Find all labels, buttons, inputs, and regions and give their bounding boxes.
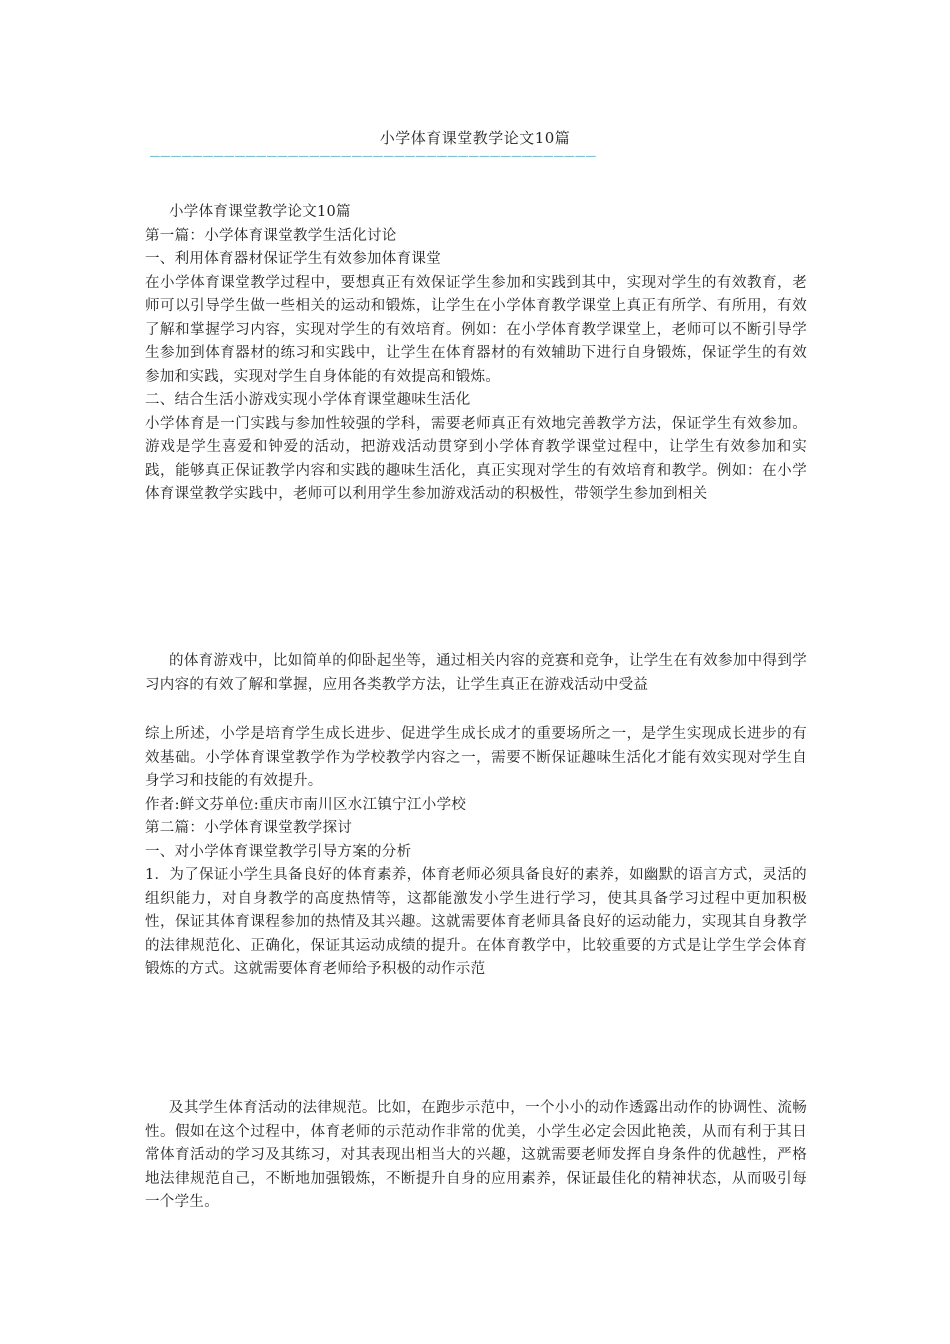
part1-paragraph-2-continued: 的体育游戏中，比如简单的仰卧起坐等，通过相关内容的竞赛和竞争，让学生在有效参加中得到学习内容的有效了解和掌握，应用各类教学方法，让学生真正在游戏活动中受益 [145, 653, 807, 693]
part1-author: 作者:鲜文芬单位:重庆市南川区水江镇宁江小学校 [145, 796, 467, 813]
page-header-title: 小学体育课堂教学论文10篇 [379, 129, 571, 147]
part2-heading: 第二篇：小学体育课堂教学探讨 [145, 820, 353, 836]
part1-heading: 第一篇：小学体育课堂教学生活化讨论 [145, 227, 397, 244]
content-block-1 [145, 201, 807, 507]
content-block-4 [145, 1097, 807, 1215]
part1-paragraph-1: 在小学体育课堂教学过程中，要想真正有效保证学生参加和实践到其中，实现对学生的有效教育，老师可以引导学生做一些相关的运动和锻炼，让学生在小学体育教学课堂上真正有所学、有所用，有效了解和掌握学习内容，实现对学生的有效培育。例如：在小学体育教学课堂上，老师可以不断引导学生参加到体育器材的练习和实践中，让学生在体育器材的有效辅助下进行自身锻炼，保证学生的有效参加和实践，实现对学生自身体能的有效提高和锻炼。 [145, 274, 807, 385]
part2-section1-heading: 一、对小学体育课堂教学引导方案的分析 [145, 843, 412, 860]
part2-paragraph-1-continued: 及其学生体育活动的法律规范。比如，在跑步示范中，一个小小的动作透露出动作的协调性、流畅性。假如在这个过程中，体育老师的示范动作非常的优美，小学生必定会因此艳羡，从而有利于其日常体育活动的学习及其练习，对其表现出相当大的兴趣，这就需要老师发挥自身条件的优越性，严格地法律规范自己，不断地加强锻炼，不断提升自身的应用素养，保证最佳化的精神状态，从而吸引每一个学生。 [145, 1100, 807, 1210]
part1-section2-heading: 二、结合生活小游戏实现小学体育课堂趣味生活化 [145, 392, 471, 408]
document-title: 小学体育课堂教学论文10篇 [169, 204, 351, 220]
content-block-3 [145, 723, 807, 982]
header-divider: —————————————————————————————————————————— [150, 150, 597, 162]
part1-section1-heading: 一、利用体育器材保证学生有效参加体育课堂 [145, 251, 441, 267]
content-block-2 [145, 650, 807, 697]
part2-paragraph-1: 1．为了保证小学生具备良好的体育素养，体育老师必须具备良好的素养，如幽默的语言方式，灵活的组织能力，对自身教学的高度热情等，这都能激发小学生进行学习，使其具备学习过程中更加积极性，保证其体育课程参加的热情及其兴趣。这就需要体育老师具备良好的运动能力，实现其自身教学的法律规范化、正确化，保证其运动成绩的提升。在体育教学中，比较重要的方式是让学生学会体育锻炼的方式。这就需要体育老师给予积极的动作示范 [145, 867, 807, 977]
part1-conclusion: 综上所述，小学是培育学生成长进步、促进学生成长成才的重要场所之一，是学生实现成长进步的有效基础。小学体育课堂教学作为学校教学内容之一，需要不断保证趣味生活化才能有效实现对学生自身学习和技能的有效提升。 [145, 726, 807, 789]
part1-paragraph-2: 小学体育是一门实践与参加性较强的学科，需要老师真正有效地完善教学方法，保证学生有效参加。游戏是学生喜爱和钟爱的活动，把游戏活动贯穿到小学体育教学课堂过程中，让学生有效参加和实践，能够真正保证教学内容和实践的趣味生活化，真正实现对学生的有效培育和教学。例如：在小学体育课堂教学实践中，老师可以利用学生参加游戏活动的积极性，带领学生参加到相关 [145, 415, 807, 502]
